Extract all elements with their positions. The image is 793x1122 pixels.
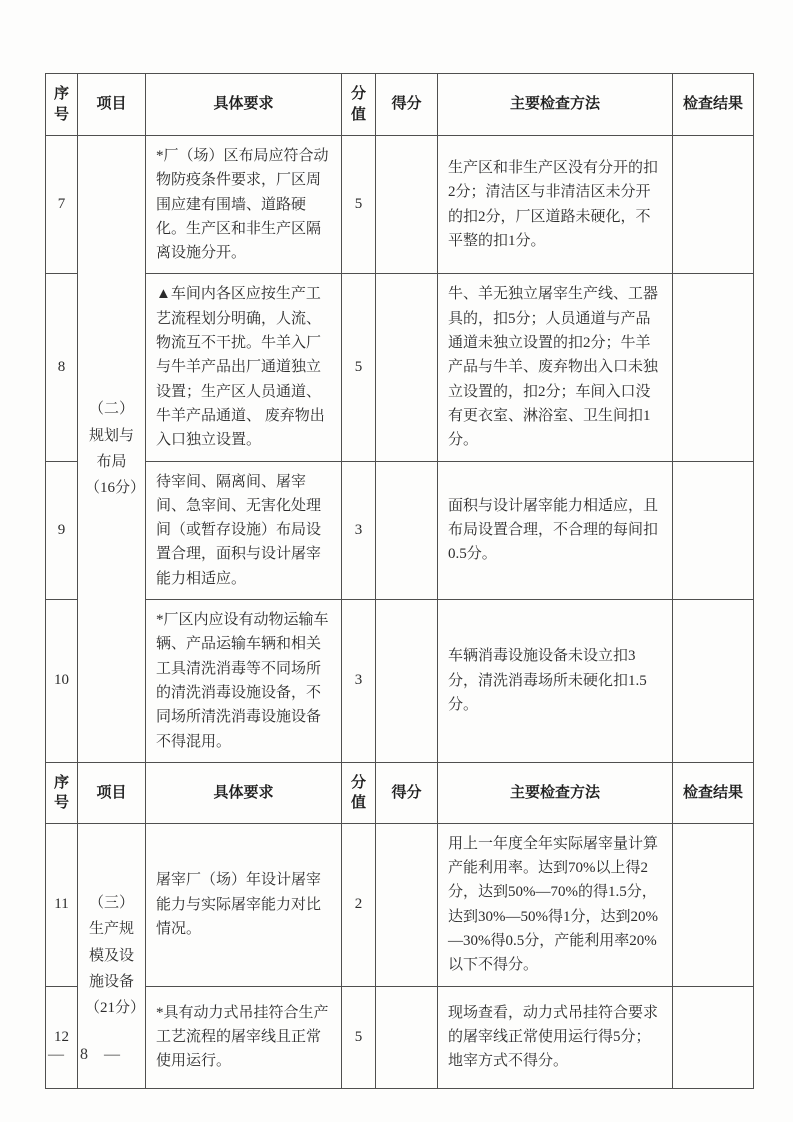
table-row [46,986,754,1088]
col-header-seq: 序号 [46,74,78,136]
inspection-score-table [45,73,754,1089]
score-value-cell: 3 [342,461,376,599]
requirement-cell: *厂（场）区布局应符合动物防疫条件要求，厂区周围应建有围墙、道路硬化。生产区和非生产区隔离设施分开。 [146,136,342,274]
method-cell: 车辆消毒设施设备未设立扣3分，清洗消毒场所未硬化扣1.5分。 [438,600,673,763]
seq-cell: 12 [46,986,78,1088]
method-cell: 用上一年度全年实际屠宰量计算产能利用率。达到70%以上得2分，达到50%—70%的得1.5分，达到30%—50%得1分，达到20%—30%得0.5分，产能利用率20%以下不得分。 [438,823,673,986]
result-cell [673,823,754,986]
result-cell [673,461,754,599]
score-obtained-cell [376,136,438,274]
requirement-cell: 待宰间、隔离间、屠宰间、急宰间、无害化处理间（或暂存设施）布局设置合理，面积与设计屠宰能力相适应。 [146,461,342,599]
score-value-cell: 5 [342,274,376,461]
header-row [46,74,754,136]
score-value-cell: 5 [342,986,376,1088]
requirement-cell: *具有动力式吊挂符合生产工艺流程的屠宰线且正常使用运行。 [146,986,342,1088]
requirement-cell: *厂区内应设有动物运输车辆、产品运输车辆和相关工具清洗消毒等不同场所的清洗消毒设施设备，不同场所清洗消毒设施设备不得混用。 [146,600,342,763]
col-header-item: 项目 [78,74,146,136]
score-obtained-cell [376,600,438,763]
score-value-cell: 3 [342,600,376,763]
table-row [46,461,754,599]
page-number: — 8 — [48,1046,126,1063]
col-header-score: 分值 [342,74,376,136]
method-cell: 生产区和非生产区没有分开的扣2分；清洁区与非清洁区未分开的扣2分，厂区道路未硬化，不平整的扣1分。 [438,136,673,274]
method-cell: 面积与设计屠宰能力相适应，且布局设置合理，不合理的每间扣0.5分。 [438,461,673,599]
result-cell [673,136,754,274]
seq-cell: 11 [46,823,78,986]
score-obtained-cell [376,274,438,461]
score-value-cell: 2 [342,823,376,986]
table-row [46,600,754,763]
requirement-cell: ▲车间内各区应按生产工艺流程划分明确，人流、物流互不干扰。牛羊入厂与牛羊产品出厂通道独立设置；生产区人员通道、牛羊产品通道、 废弃物出入口独立设置。 [146,274,342,461]
table-row [46,823,754,986]
col-header-method: 主要检查方法 [438,74,673,136]
seq-cell: 7 [46,136,78,274]
result-cell [673,600,754,763]
score-value-cell: 5 [342,136,376,274]
seq-cell: 9 [46,461,78,599]
col-header-requirement: 具体要求 [146,762,342,823]
col-header-seq: 序号 [46,762,78,823]
result-cell [673,274,754,461]
method-cell: 牛、羊无独立屠宰生产线、工器具的，扣5分；人员通道与产品通道未独立设置的扣2分；牛羊产品与牛羊、废弃物出入口未独立设置的，扣2分；车间入口没有更衣室、淋浴室、卫生间扣1分。 [438,274,673,461]
category-cell: （二）规划与布局（16分） [78,136,146,763]
method-cell: 现场查看，动力式吊挂符合要求的屠宰线正常使用运行得5分；地宰方式不得分。 [438,986,673,1088]
seq-cell: 8 [46,274,78,461]
table-row [46,136,754,274]
col-header-obtained: 得分 [376,74,438,136]
requirement-cell: 屠宰厂（场）年设计屠宰能力与实际屠宰能力对比情况。 [146,823,342,986]
score-obtained-cell [376,461,438,599]
seq-cell: 10 [46,600,78,763]
col-header-obtained: 得分 [376,762,438,823]
col-header-result: 检查结果 [673,762,754,823]
header-row [46,762,754,823]
col-header-item: 项目 [78,762,146,823]
result-cell [673,986,754,1088]
score-obtained-cell [376,823,438,986]
col-header-score: 分值 [342,762,376,823]
col-header-method: 主要检查方法 [438,762,673,823]
col-header-requirement: 具体要求 [146,74,342,136]
category-cell: （三）生产规模及设施设备（21分） [78,823,146,1088]
score-obtained-cell [376,986,438,1088]
col-header-result: 检查结果 [673,74,754,136]
table-row [46,274,754,461]
